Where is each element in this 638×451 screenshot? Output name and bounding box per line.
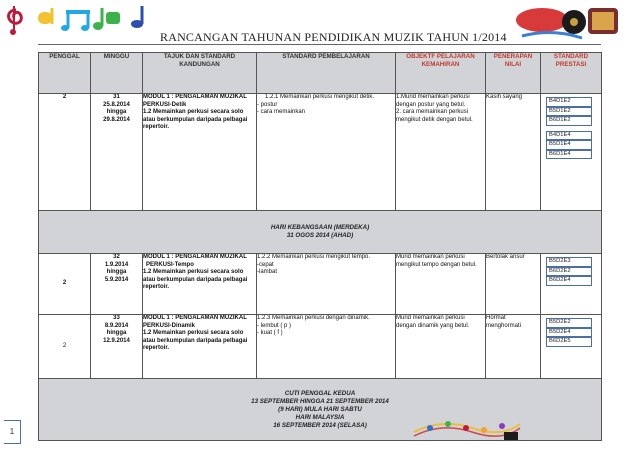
cell-nilai: Bertolak ansur: [486, 254, 541, 315]
prestasi-code: B5D1E2: [546, 107, 592, 117]
pembelajaran-line: -lambat: [257, 269, 278, 275]
tajuk-module: MODUL 1 : PENGALAMAN MUZIKAL: [143, 254, 247, 260]
cell-objektif: [396, 254, 486, 315]
cell-prestasi: [541, 315, 602, 379]
tajuk-topic: PERKUSI-Dinamik: [143, 322, 196, 329]
prestasi-codes: [541, 315, 601, 347]
holiday-days: (9 HARI) MULA HARI SABTU: [278, 405, 362, 413]
treble-clef-icon: [9, 6, 22, 35]
pembelajaran-line: 1.2.1 Memainkan perkusi mengikut detik.: [265, 94, 375, 100]
cell-minggu: [91, 94, 143, 211]
week-start: 8.9.2014: [104, 322, 129, 329]
header-standard-pembelajaran: STANDARD PEMBELAJARAN: [257, 53, 396, 94]
holiday-cell: [39, 211, 602, 254]
pembelajaran-line: -cepat: [257, 261, 274, 268]
header-minggu: MINGGU: [91, 53, 143, 94]
cell-nilai: Kasih sayang: [486, 94, 541, 211]
tajuk-module: MODUL 1 : PENGALAMAN MUZIKAL: [143, 94, 247, 100]
cell-pembelajaran: [257, 254, 396, 315]
objektif-line: 1.Murid memainkan perkusi dengan postur yang betul.: [396, 94, 470, 108]
week-number: 32: [113, 254, 120, 260]
cell-pembelajaran: [257, 94, 396, 211]
header-penerapan-nilai: PENERAPAN NILAI: [486, 53, 541, 94]
week-hingga: hingga: [106, 109, 127, 115]
cell-tajuk: [143, 254, 257, 315]
week-start: 1.9.2014: [104, 261, 129, 268]
green-note-icon: [93, 8, 120, 30]
tajuk-standard: 1.2 Memainkan perkusi secara solo atau berkumpulan daripada pelbagai repertoir.: [143, 330, 248, 351]
holiday-date: 31 OGOS 2014 (AHAD): [286, 232, 354, 239]
pembelajaran-line: - postur: [257, 101, 278, 108]
week-end: 29.8.2014: [103, 116, 130, 123]
prestasi-code: B5D2E2: [546, 318, 592, 328]
header-standard-prestasi: STANDARD PRESTASI: [541, 53, 602, 94]
pembelajaran-line: 1.2.2 Memainkan perkusi mengikut tempo.: [257, 254, 371, 260]
page-number: 1: [4, 420, 21, 444]
objektif-line: Murid memainkan perkusi mengikut tempo dengan betul.: [396, 254, 477, 268]
week-end: 12.9.2014: [103, 337, 130, 344]
cell-penggal: 2: [39, 94, 91, 211]
cell-tajuk: [143, 94, 257, 211]
header-tajuk: TAJUK DAN STANDARD KANDUNGAN: [143, 53, 257, 94]
prestasi-code: B6D1E2: [546, 116, 592, 126]
holiday-range: 13 SEPTEMBER HINGGA 21 SEPTEMBER 2014: [251, 397, 389, 405]
cell-objektif: [396, 315, 486, 379]
objektif-line: 2. cara memainkan perkusi mengikut detik dengan betul.: [396, 109, 473, 123]
holiday-name: HARI KEBANGSAAN (MERDEKA): [270, 224, 370, 231]
music-note-icon: [38, 8, 52, 24]
cell-prestasi: [541, 94, 602, 211]
music-notes-decoration: [412, 410, 522, 442]
header-rule: [38, 44, 601, 45]
prestasi-code: B4D1E2: [546, 97, 592, 107]
holiday-date-2: 16 SEPTEMBER 2014 (SELASA): [273, 421, 367, 429]
holiday-name-2: HARI MALAYSIA: [295, 413, 345, 421]
document-title: RANCANGAN TAHUNAN PENDIDIKAN MUZIK TAHUN 1/2014: [160, 30, 507, 44]
tajuk-standard: 1.2 Memainkan perkusi secara solo atau berkumpulan daripada pelbagai repertoir.: [143, 269, 248, 290]
yearly-plan-table: [38, 52, 602, 441]
cell-tajuk: [143, 315, 257, 379]
week-end: 5.9.2014: [104, 276, 129, 283]
header-penggal: PENGGAL: [39, 53, 91, 94]
music-logo: [2, 4, 162, 36]
prestasi-codes: [541, 94, 601, 159]
holiday-row: [39, 211, 602, 254]
cell-minggu: [91, 254, 143, 315]
tajuk-standard: 1.2 Memainkan perkusi secara solo atau berkumpulan daripada pelbagai repertoir.: [143, 109, 248, 130]
week-number: 31: [113, 94, 120, 100]
week-number: 33: [113, 315, 120, 321]
objektif-line: Murid memainkan perkusi dengan dinamik yang betul.: [396, 315, 470, 329]
week-start: 25.8.2014: [103, 101, 130, 108]
prestasi-code: B5D1E4: [546, 140, 592, 150]
week-hingga: hingga: [106, 269, 127, 275]
header-objektif: OBJEKTF PELAJARAN KEMAHIRAN: [396, 53, 486, 94]
cell-penggal: 2: [39, 254, 91, 315]
cell-nilai: Hormat menghormati: [486, 315, 541, 379]
table-header-row: [39, 53, 602, 94]
tajuk-topic: PERKUSI-Detik: [143, 101, 187, 108]
table-row: [39, 254, 602, 315]
prestasi-code: B5D2E3: [546, 257, 592, 267]
pembelajaran-line: - kuat ( f ): [257, 330, 283, 336]
prestasi-code: B6D2E2: [546, 267, 592, 277]
prestasi-codes: [541, 254, 601, 286]
beamed-notes-icon: [61, 10, 90, 31]
prestasi-code: B5D2E4: [546, 328, 592, 338]
pembelajaran-line: - cara memainkan: [257, 109, 306, 115]
table-row: [39, 94, 602, 211]
prestasi-code: B6D1E4: [546, 150, 592, 160]
tajuk-topic: PERKUSI-Tempo: [146, 261, 194, 268]
holiday-name: CUTI PENGGAL KEDUA: [284, 389, 356, 397]
pembelajaran-line: 1.2.3 Memainkan perkusi dengan dinamik.: [257, 315, 370, 321]
week-hingga: hingga: [106, 330, 127, 336]
prestasi-code: B6D2E4: [546, 276, 592, 286]
prestasi-code: B4D1E4: [546, 131, 592, 141]
cell-minggu: [91, 315, 143, 379]
cell-prestasi: [541, 254, 602, 315]
prestasi-code: B6D2E5: [546, 337, 592, 347]
cell-objektif: [396, 94, 486, 211]
pembelajaran-line: - lembut ( p ): [257, 322, 292, 329]
table-row: [39, 315, 602, 379]
cell-pembelajaran: [257, 315, 396, 379]
cell-penggal: 2: [39, 315, 91, 379]
music-collage-image: [512, 2, 624, 42]
blue-note-icon: [131, 6, 143, 28]
tajuk-module: MODUL 1 : PENGALAMAN MUZIKAL: [143, 315, 247, 321]
